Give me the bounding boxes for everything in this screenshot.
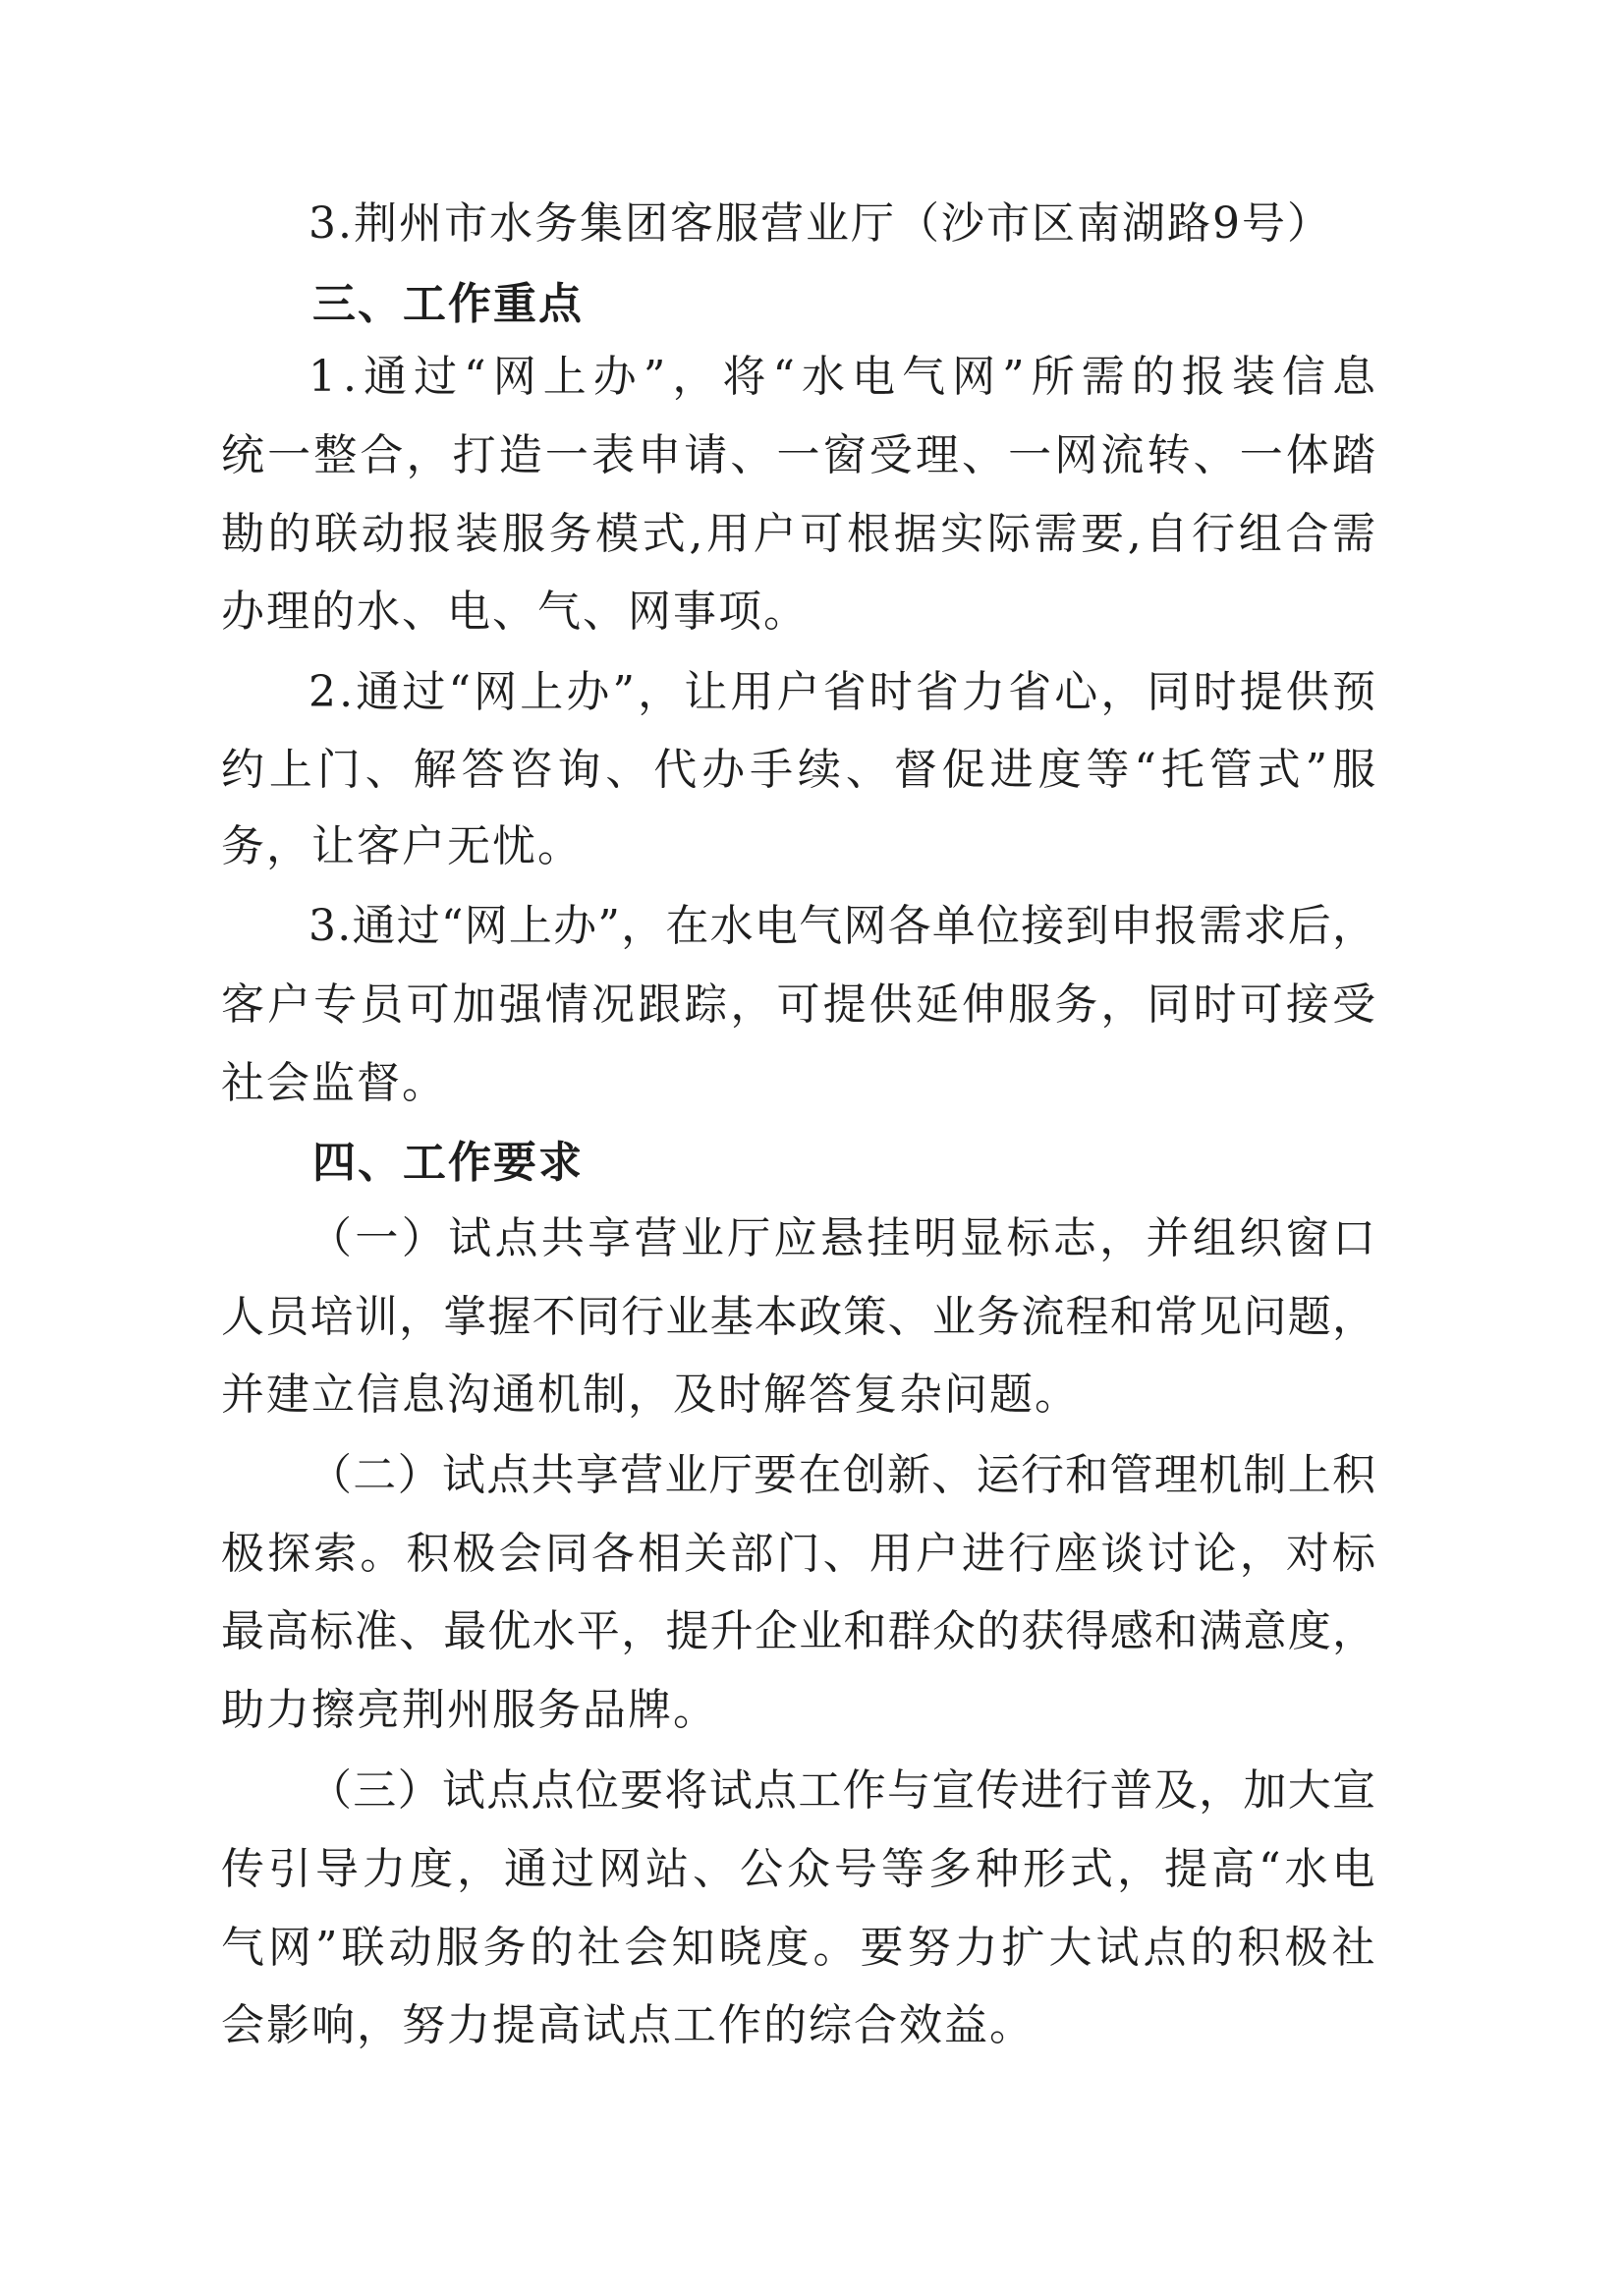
paragraph-line: 传引导力度，通过网站、公众号等多种形式，提高“水电 (221, 1844, 1379, 1894)
section-3-heading: 三、工作重点 (312, 279, 584, 329)
paragraph-line: 社会监督。 (221, 1058, 447, 1108)
paragraph-line: 2.通过“网上办”，让用户省时省力省心，同时提供预 (308, 667, 1379, 717)
location-line: 3.荆州市水务集团客服营业厅（沙市区南湖路9号） (308, 198, 1332, 249)
paragraph-line: 最高标准、最优水平，提升企业和群众的获得感和满意度， (221, 1606, 1377, 1656)
paragraph-line: 极探索。积极会同各相关部门、用户进行座谈讨论，对标 (221, 1529, 1379, 1579)
paragraph-line: 统一整合，打造一表申请、一窗受理、一网流转、一体踏 (221, 430, 1379, 480)
paragraph-line: 气网”联动服务的社会知晓度。要努力扩大试点的积极社 (221, 1923, 1379, 1973)
section-4-heading: 四、工作要求 (312, 1138, 584, 1188)
paragraph-line: 勘的联动报装服务模式,用户可根据实际需要,自行组合需 (221, 509, 1379, 559)
paragraph-line: （一）试点共享营业厅应悬挂明显标志，并组织窗口 (308, 1213, 1379, 1263)
paragraph-line: 务，让客户无忧。 (221, 821, 583, 871)
paragraph-line: 3.通过“网上办”，在水电气网各单位接到申报需求后， (308, 901, 1377, 951)
paragraph-line: 客户专员可加强情况跟踪，可提供延伸服务，同时可接受 (221, 980, 1379, 1030)
paragraph-line: （二）试点共享营业厅要在创新、运行和管理机制上积 (308, 1450, 1377, 1500)
paragraph-line: 办理的水、电、气、网事项。 (221, 587, 809, 637)
paragraph-line: 人员培训，掌握不同行业基本政策、业务流程和常见问题， (221, 1292, 1377, 1342)
paragraph-line: 会影响，努力提高试点工作的综合效益。 (221, 2000, 1035, 2050)
paragraph-line: （三）试点点位要将试点工作与宣传进行普及，加大宣 (308, 1765, 1377, 1816)
paragraph-line: 1.通过“网上办”，将“水电气网”所需的报装信息 (308, 352, 1382, 402)
paragraph-line: 并建立信息沟通机制，及时解答复杂问题。 (221, 1370, 1080, 1420)
paragraph-line: 助力擦亮荆州服务品牌。 (221, 1685, 718, 1735)
paragraph-line: 约上门、解答咨询、代办手续、督促进度等“托管式”服 (221, 745, 1380, 795)
